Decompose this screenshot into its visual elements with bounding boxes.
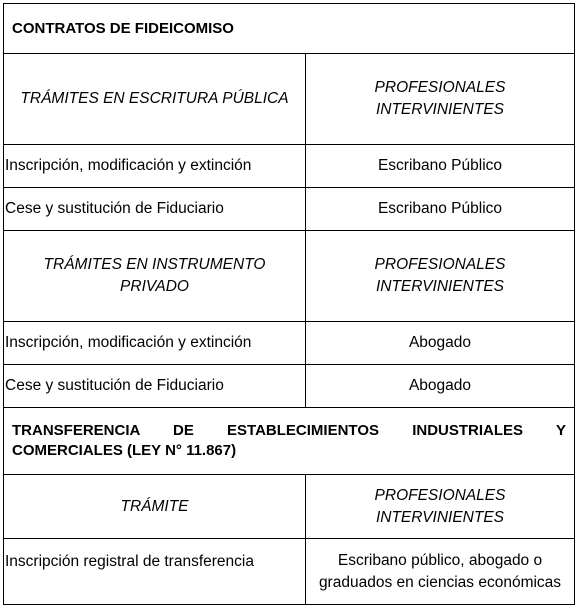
header-line: PRIVADO [120,278,189,295]
header-line: TRÁMITES EN INSTRUMENTO [43,256,266,273]
header-line: INTERVINIENTES [375,278,505,295]
column-header-tramite [3,230,306,322]
tramite-cell: Inscripción, modificación y extinción [3,321,306,365]
column-header-profesionales [305,53,575,145]
tramite-cell: Cese y sustitución de Fiduciario [3,364,306,408]
header-line: PROFESIONALES [374,256,506,273]
profesional-cell: Abogado [305,321,575,365]
profesional-cell: Escribano Público [305,187,575,231]
column-header-profesionales [305,474,575,539]
section-title-fideicomiso: CONTRATOS DE FIDEICOMISO [3,3,575,54]
section-title-transferencia [3,407,575,475]
header-line: PROFESIONALES [374,486,506,504]
table-row [3,144,575,188]
title-line: COMERCIALES (LEY N° 11.867) [12,442,237,459]
table-row [3,187,575,231]
column-header-tramite: TRÁMITE [3,474,306,539]
section-title-row [3,407,575,475]
profesional-line: Escribano público, abogado o [337,551,543,569]
table-header-row [3,230,575,322]
header-line: INTERVINIENTES [375,508,505,526]
profesional-cell [305,538,575,605]
column-header-tramite: TRÁMITES EN ESCRITURA PÚBLICA [3,53,306,145]
table-row [3,321,575,365]
table-row [3,364,575,408]
profesional-line: graduados en ciencias económicas [318,573,562,591]
header-line: PROFESIONALES [374,79,506,96]
tramite-cell: Cese y sustitución de Fiduciario [3,187,306,231]
table-header-row [3,53,575,145]
title-line: TRANSFERENCIA DE ESTABLECIMIENTOS INDUSTRIALES Y [12,422,566,439]
column-header-profesionales [305,230,575,322]
tramite-cell: Inscripción, modificación y extinción [3,144,306,188]
table-row [3,538,575,605]
section-title-row [3,3,575,54]
header-line: INTERVINIENTES [375,101,505,118]
table-header-row [3,474,575,539]
tramite-cell: Inscripción registral de transferencia [3,538,306,605]
profesional-cell: Abogado [305,364,575,408]
profesional-cell: Escribano Público [305,144,575,188]
